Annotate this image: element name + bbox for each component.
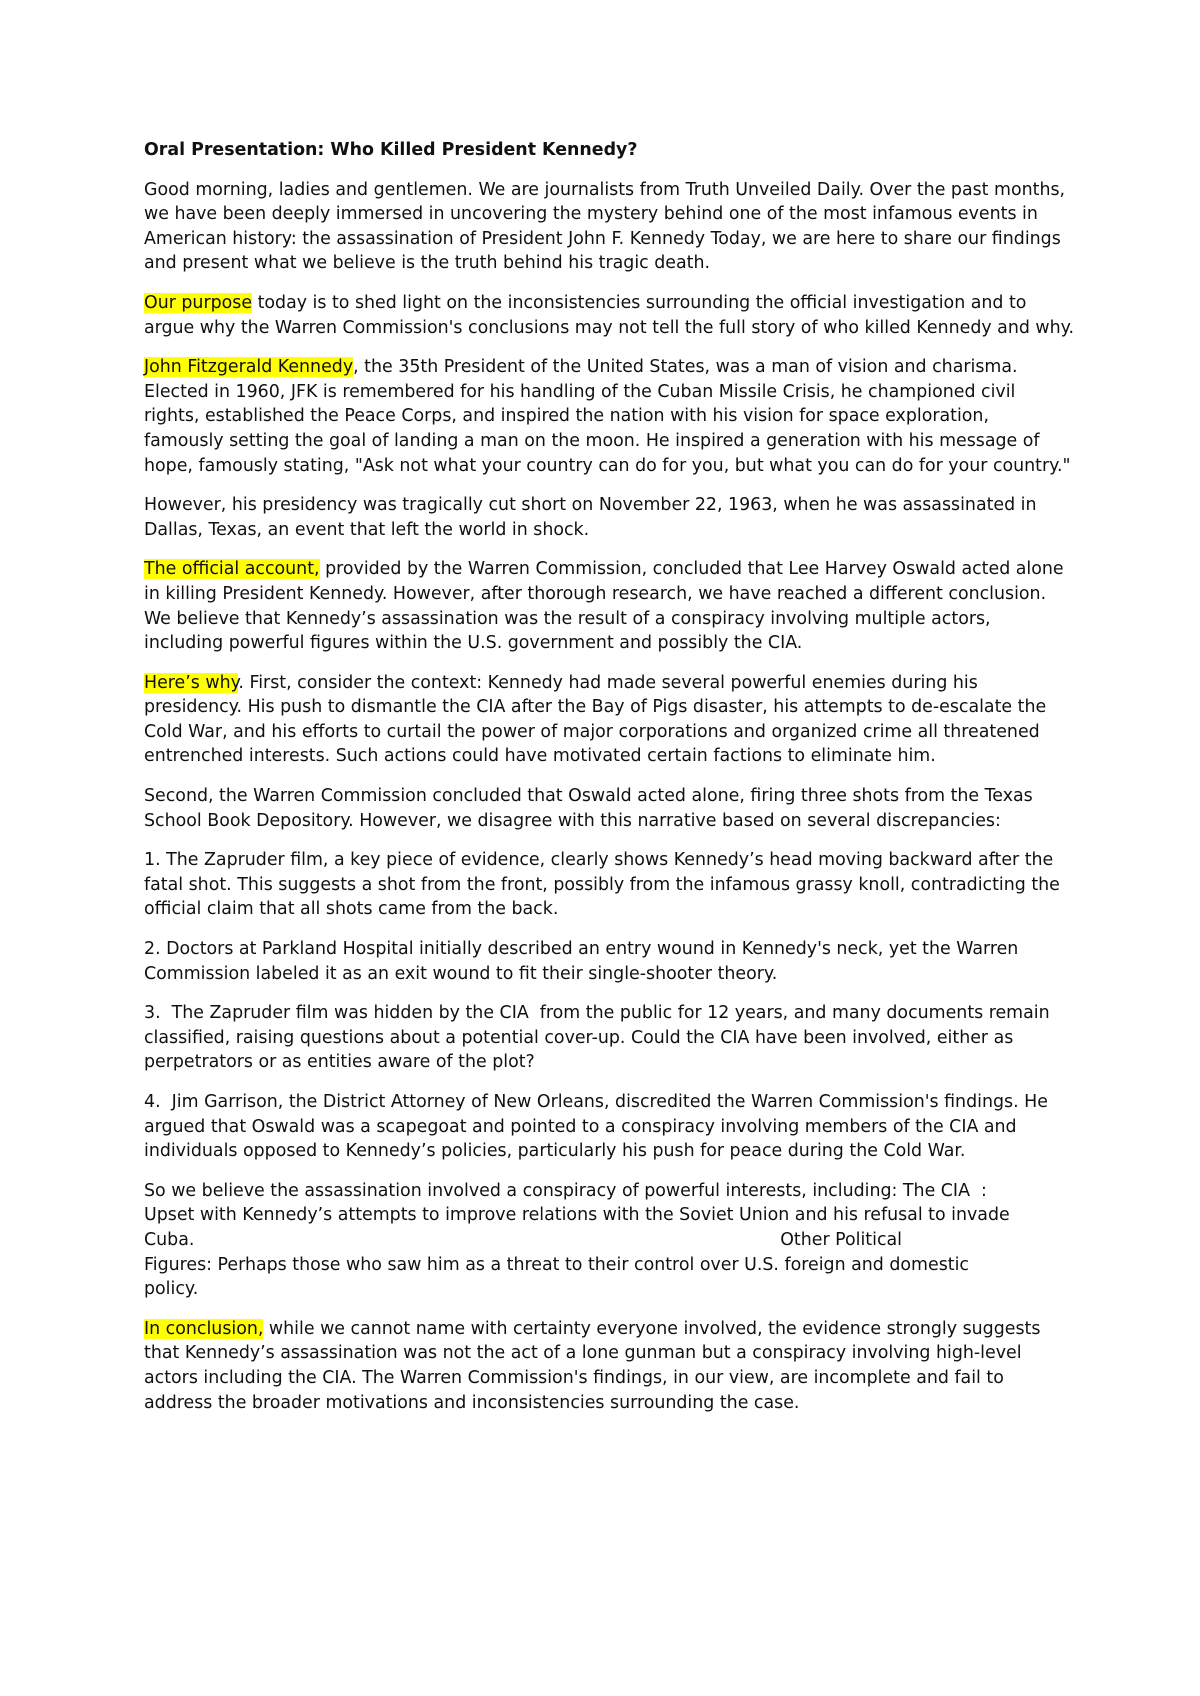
so-we-believe-line-3-right: Other Political xyxy=(780,1229,902,1250)
discrepancy-text: Jim Garrison, the District Attorney of New Orleans, discredited the Warren Commission's findings. He argued that Oswald was a scapegoat and pointed to a conspiracy involving members of the CIA and individuals opposed to Kennedy’s policies, particularly his push for peace during the Cold War. xyxy=(144,1092,1054,1162)
heres-why-highlight: Here’s why xyxy=(144,672,239,693)
intro-paragraph: Good morning, ladies and gentlemen. We are journalists from Truth Unveiled Daily. Over the past months, we have been deeply immersed in uncovering the mystery behind one of the most infamous events in American history: the assassination of President John F. Kennedy Today, we are here to share our findings and present what we believe is the truth behind his tragic death. xyxy=(144,179,1066,274)
so-we-believe-paragraph xyxy=(144,1179,1074,1302)
jfk-text: , the 35th President of the United States, was a man of vision and charisma. Elected in 1960, JFK is remembered for his handling of the Cuban Missile Crisis, he championed civil rights, established the Peace Corps, and inspired the nation with his vision for space exploration, famously setting the goal of landing a man on the moon. He inspired a generation with his message of hope, famously stating, "Ask not what your country can do for you, but what you can do for your country." xyxy=(144,357,1071,476)
discrepancy-number: 1. xyxy=(144,850,161,871)
so-we-believe-line-1: So we believe the assassination involved a conspiracy of powerful interests, including: The CIA : xyxy=(144,1180,987,1201)
official-account-text: provided by the Warren Commission, concluded that Lee Harvey Oswald acted alone in killing President Kennedy. However, after thorough research, we have reached a different conclusion. We believe that Kennedy’s assassination was the result of a conspiracy involving multiple actors, including powerful figures within the U.S. government and possibly the CIA. xyxy=(144,559,1064,654)
conclusion-highlight: In conclusion, xyxy=(144,1318,264,1339)
discrepancy-item-3 xyxy=(144,1001,1074,1075)
purpose-text: today is to shed light on the inconsistencies surrounding the official investigation and to argue why the Warren Commission's conclusions may not tell the full story of who killed Kennedy and why. xyxy=(144,292,1075,338)
jfk-highlight: John Fitzgerald Kennedy xyxy=(144,357,354,378)
document-page xyxy=(144,138,1074,1430)
so-we-believe-line-5: policy. xyxy=(144,1279,199,1300)
so-we-believe-line-3 xyxy=(144,1228,1074,1253)
so-we-believe-line-2: Upset with Kennedy’s attempts to improve relations with the Soviet Union and his refusal to invade xyxy=(144,1205,1010,1226)
however-paragraph: However, his presidency was tragically cut short on November 22, 1963, when he was assassinated in Dallas, Texas, an event that left the world in shock. xyxy=(144,495,1037,540)
discrepancy-text: The Zapruder film was hidden by the CIA from the public for 12 years, and many documents remain classified, raising questions about a potential cover-up. Could the CIA have been involved, either as perpetrators or as entities aware of the plot? xyxy=(144,1003,1056,1073)
discrepancy-item-2 xyxy=(144,937,1074,986)
so-we-believe-line-3-left: Cuba. xyxy=(144,1229,195,1250)
document-title: Oral Presentation: Who Killed President Kennedy? xyxy=(144,140,638,160)
conclusion-paragraph xyxy=(144,1317,1074,1415)
heres-why-paragraph xyxy=(144,671,1074,769)
discrepancy-text: Doctors at Parkland Hospital initially described an entry wound in Kennedy's neck, yet the Warren Commission labeled it as an exit wound to fit their single-shooter theory. xyxy=(144,939,1019,984)
purpose-highlight: Our purpose xyxy=(144,292,253,313)
discrepancy-number: 3. xyxy=(144,1003,161,1024)
discrepancy-item-1 xyxy=(144,848,1074,922)
conclusion-text: while we cannot name with certainty everyone involved, the evidence strongly suggests that Kennedy’s assassination was not the act of a lone gunman but a conspiracy involving high-level actors including the CIA. The Warren Commission's findings, in our view, are incomplete and fail to address the broader motivations and inconsistencies surrounding the case. xyxy=(144,1318,1041,1413)
heres-why-text: . First, consider the context: Kennedy had made several powerful enemies during his presidency. His push to dismantle the CIA after the Bay of Pigs disaster, his attempts to de-escalate the Cold War, and his efforts to curtail the power of major corporations and organized crime all threatened entrenched interests. Such actions could have motivated certain factions to eliminate him. xyxy=(144,672,1047,767)
jfk-paragraph xyxy=(144,355,1074,478)
second-paragraph: Second, the Warren Commission concluded that Oswald acted alone, firing three shots from the Texas School Book Depository. However, we disagree with this narrative based on several discrepancies: xyxy=(144,786,1033,831)
discrepancy-number: 4. xyxy=(144,1092,161,1112)
so-we-believe-line-4: Figures: Perhaps those who saw him as a threat to their control over U.S. foreign and domestic xyxy=(144,1254,969,1275)
purpose-paragraph xyxy=(144,291,1074,340)
discrepancy-item-4 xyxy=(144,1090,1074,1164)
discrepancy-number: 2. xyxy=(144,939,161,960)
discrepancy-text: The Zapruder film, a key piece of evidence, clearly shows Kennedy’s head moving backward after the fatal shot. This suggests a shot from the front, possibly from the infamous grassy knoll, contradicting the official claim that all shots came from the back. xyxy=(144,850,1060,920)
official-account-paragraph xyxy=(144,557,1074,655)
official-account-highlight: The official account, xyxy=(144,559,320,580)
